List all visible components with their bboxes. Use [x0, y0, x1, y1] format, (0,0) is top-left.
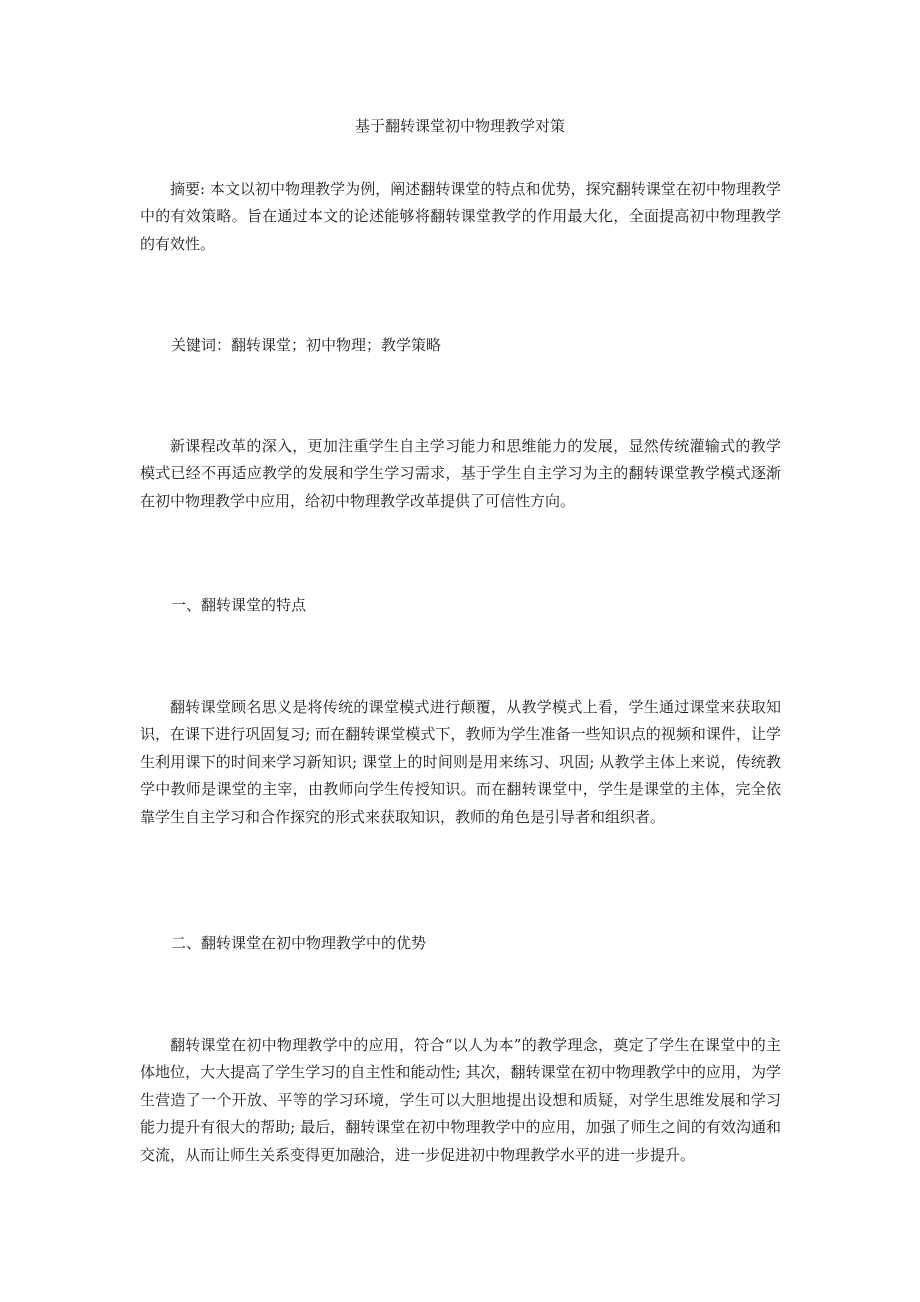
- section-1-paragraph: 翻转课堂顾名思义是将传统的课堂模式进行颠覆，从教学模式上看，学生通过课堂来获取知识，在课下进行巩固复习; 而在翻转课堂模式下，教师为学生准备一些知识点的视频和课件，让学生利用课下的时间来学习新知识; 课堂上的时间则是用来练习、巩固; 从教学主体上来说，传统教学中教师是课堂的主宰，由教师向学生传授知识。而在翻转课堂中，学生是课堂的主体，完全依靠学生自主学习和合作探究的形式来获取知识，教师的角色是引导者和组织者。: [140, 698, 781, 826]
- abstract-paragraph: 摘要: 本文以初中物理教学为例，阐述翻转课堂的特点和优势，探究翻转课堂在初中物理教学中的有效策略。旨在通过本文的论述能够将翻转课堂教学的作用最大化，全面提高初中物理教学的有效性。: [140, 180, 781, 253]
- document-title: 基于翻转课堂初中物理教学对策: [354, 117, 565, 135]
- section-2-paragraph: 翻转课堂在初中物理教学中的应用，符合“以人为本”的教学理念，奠定了学生在课堂中的主体地位，大大提高了学生学习的自主性和能动性; 其次，翻转课堂在初中物理教学中的应用，为学生营造了一个开放、平等的学习环境，学生可以大胆地提出设想和质疑，对学生思维发展和学习能力提升有很大的帮助; 最后，翻转课堂在初中物理教学中的应用，加强了师生之间的有效沟通和交流，从而让师生关系变得更加融洽，进一步促进初中物理教学水平的进一步提升。: [140, 1036, 781, 1164]
- section-2-heading: 二、翻转课堂在初中物理教学中的优势: [171, 934, 427, 952]
- keywords-line: 关键词：翻转课堂；初中物理；教学策略: [171, 336, 442, 354]
- section-1-heading: 一、翻转课堂的特点: [171, 596, 307, 614]
- intro-paragraph: 新课程改革的深入，更加注重学生自主学习能力和思维能力的发展，显然传统灌输式的教学模式已经不再适应教学的发展和学生学习需求，基于学生自主学习为主的翻转课堂教学模式逐渐在初中物理教学中应用，给初中物理教学改革提供了可信性方向。: [140, 437, 781, 510]
